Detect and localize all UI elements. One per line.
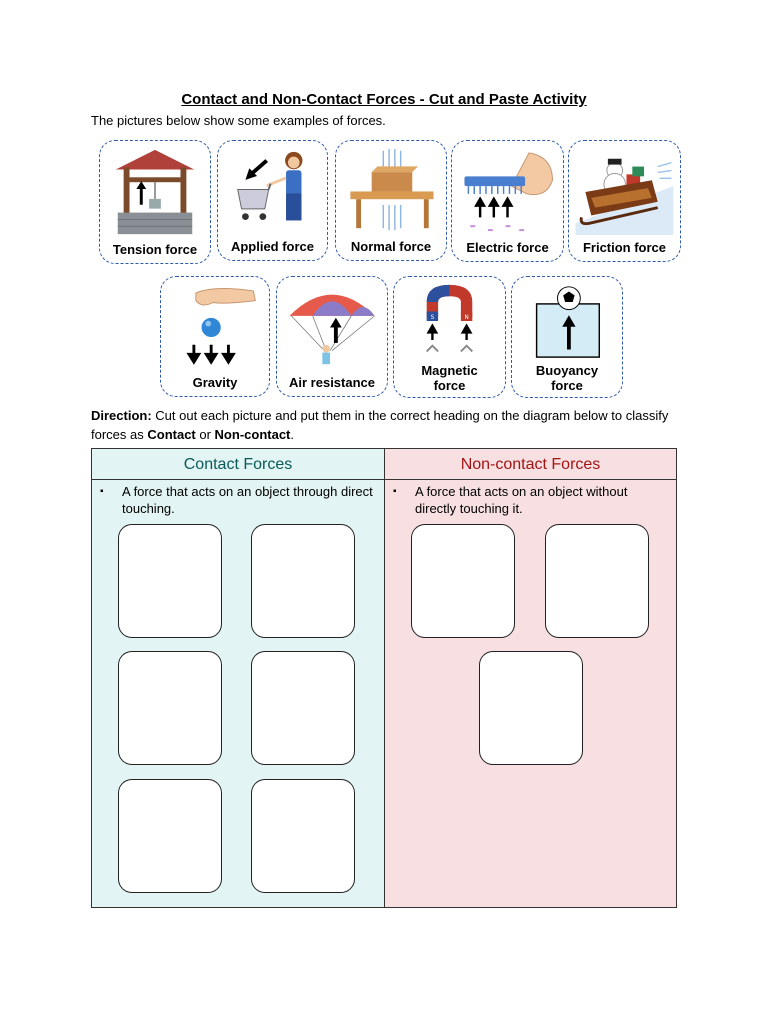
horseshoe-magnet-icon: [400, 283, 499, 359]
ball-in-water-icon: [518, 283, 616, 359]
noncontact-definition: [393, 483, 668, 517]
noncontact-forces-heading: Non-contact Forces: [385, 449, 676, 480]
air-resistance-label: Air resistance: [289, 375, 375, 390]
magnetic-label-line1: Magnetic: [421, 363, 478, 378]
snowman-sled-icon: [575, 147, 674, 235]
contact-paste-slot-1[interactable]: [118, 524, 222, 638]
contact-paste-slot-4[interactable]: [251, 651, 355, 765]
contact-definition: [100, 483, 376, 517]
intro-text: The pictures below show some examples of forces.: [91, 113, 386, 128]
person-pushing-cart-icon: [224, 147, 321, 234]
hand-dropping-ball-icon: [167, 283, 263, 370]
noncontact-paste-slot-3[interactable]: [479, 651, 583, 765]
contact-forces-column: [92, 449, 385, 907]
parachute-icon: [283, 283, 381, 370]
contact-paste-slot-3[interactable]: [118, 651, 222, 765]
card-tension-force[interactable]: [99, 140, 211, 264]
magnetic-force-label: [394, 363, 505, 393]
svg-text:N: N: [464, 315, 469, 322]
card-friction-force[interactable]: [568, 140, 681, 262]
noncontact-paste-slot-2[interactable]: [545, 524, 649, 638]
direction-end: .: [290, 427, 295, 442]
card-normal-force[interactable]: [335, 140, 447, 261]
contact-paste-slot-6[interactable]: [251, 779, 355, 893]
card-air-resistance[interactable]: [276, 276, 388, 397]
applied-force-label: Applied force: [230, 239, 315, 254]
noncontact-paste-slot-1[interactable]: [411, 524, 515, 638]
worksheet-title: Contact and Non-Contact Forces - Cut and Paste Activity: [181, 91, 587, 108]
gravity-label: Gravity: [192, 375, 238, 390]
noncontact-forces-column: [385, 449, 676, 907]
buoyancy-label-line2: force: [551, 378, 583, 393]
contact-forces-heading: Contact Forces: [92, 449, 384, 480]
box-on-table-icon: [342, 147, 440, 234]
card-applied-force[interactable]: [217, 140, 328, 261]
buoyancy-force-label: [512, 363, 622, 393]
contact-word: Contact: [147, 427, 196, 442]
contact-paste-slot-2[interactable]: [251, 524, 355, 638]
comb-and-hand-icon: [458, 147, 557, 235]
bullet-icon: ▪: [100, 486, 104, 497]
tension-force-label: Tension force: [112, 242, 198, 257]
friction-force-label: Friction force: [582, 240, 667, 255]
contact-definition-text: A force that acts on an object through direct touching.: [122, 484, 373, 516]
direction-body: Cut out each picture and put them in the correct heading on the diagram below to classify forces as: [91, 408, 669, 442]
noncontact-word: Non-contact: [214, 427, 291, 442]
direction-text: [91, 406, 691, 444]
magnetic-label-line2: force: [433, 378, 466, 393]
card-electric-force[interactable]: [451, 140, 564, 262]
contact-paste-slot-5[interactable]: [118, 779, 222, 893]
svg-text:S: S: [430, 315, 435, 322]
noncontact-definition-text: A force that acts on an object without directly touching it.: [415, 484, 628, 516]
or-word: or: [195, 427, 215, 442]
card-gravity[interactable]: [160, 276, 270, 397]
normal-force-label: Normal force: [350, 239, 432, 254]
direction-label: Direction:: [91, 408, 152, 423]
classification-table: [91, 448, 677, 908]
well-bucket-icon: [106, 147, 204, 237]
buoyancy-label-line1: Buoyancy: [535, 363, 599, 378]
card-magnetic-force[interactable]: [393, 276, 506, 398]
card-buoyancy-force[interactable]: [511, 276, 623, 398]
electric-force-label: Electric force: [466, 240, 549, 255]
bullet-icon: ▪: [393, 486, 397, 497]
